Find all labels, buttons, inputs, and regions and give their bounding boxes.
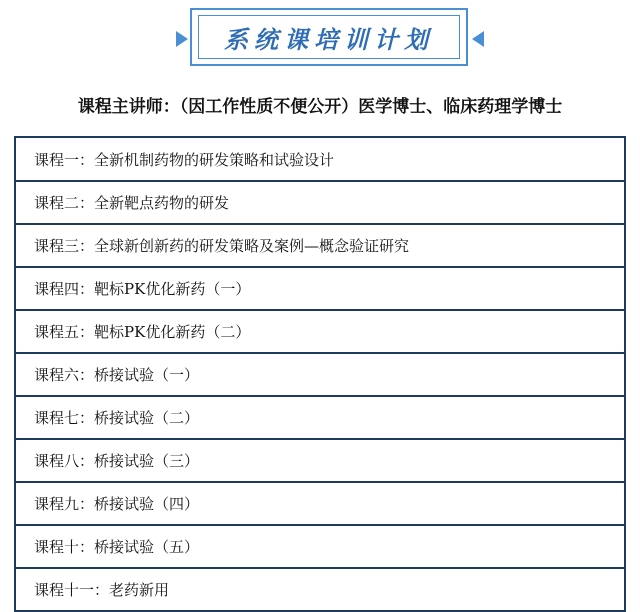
course-name: 全新机制药物的研发策略和试验设计 — [94, 150, 335, 169]
course-label: 课程六： — [34, 366, 95, 384]
course-name: 桥接试验（五） — [94, 538, 200, 556]
course-label: 课程三： — [34, 237, 95, 255]
right-arrow-icon — [472, 31, 484, 47]
left-arrow-icon — [176, 31, 188, 47]
banner-inner-frame — [198, 15, 460, 59]
course-row-9 — [16, 481, 624, 524]
course-row-2 — [16, 180, 624, 223]
course-name: 靶标PK优化新药（二） — [94, 323, 251, 341]
course-name: 桥接试验（二） — [94, 409, 200, 427]
course-row-3 — [16, 223, 624, 266]
course-table — [14, 136, 626, 612]
course-label: 课程十： — [34, 538, 95, 556]
course-name: 老药新用 — [109, 581, 170, 599]
course-row-10 — [16, 524, 624, 567]
course-label: 课程五： — [34, 323, 95, 341]
course-name: 全球新创新药的研发策略及案例—概念验证研究 — [94, 237, 410, 255]
course-label: 课程一： — [34, 150, 95, 169]
lecturer-info: 课程主讲师：（因工作性质不便公开）医学博士、临床药理学博士 — [77, 97, 563, 117]
course-name: 桥接试验（四） — [94, 495, 200, 513]
page-title: 系统课培训计划 — [224, 25, 434, 54]
course-label: 课程七： — [34, 409, 95, 427]
course-row-5 — [16, 309, 624, 352]
course-label: 课程二： — [34, 194, 95, 212]
title-banner — [174, 8, 486, 68]
course-name: 桥接试验（三） — [94, 452, 200, 470]
course-row-4 — [16, 266, 624, 309]
course-row-6 — [16, 352, 624, 395]
course-label: 课程八： — [34, 452, 95, 470]
banner-frame — [190, 8, 468, 66]
course-label: 课程九： — [34, 495, 95, 513]
course-row-7 — [16, 395, 624, 438]
course-name: 全新靶点药物的研发 — [94, 194, 230, 212]
course-label: 课程十一： — [34, 581, 110, 599]
course-row-11 — [16, 567, 624, 610]
course-row-1 — [16, 138, 624, 180]
course-label: 课程四： — [34, 280, 95, 298]
course-name: 靶标PK优化新药（一） — [94, 280, 251, 298]
course-name: 桥接试验（一） — [94, 366, 200, 384]
course-row-8 — [16, 438, 624, 481]
